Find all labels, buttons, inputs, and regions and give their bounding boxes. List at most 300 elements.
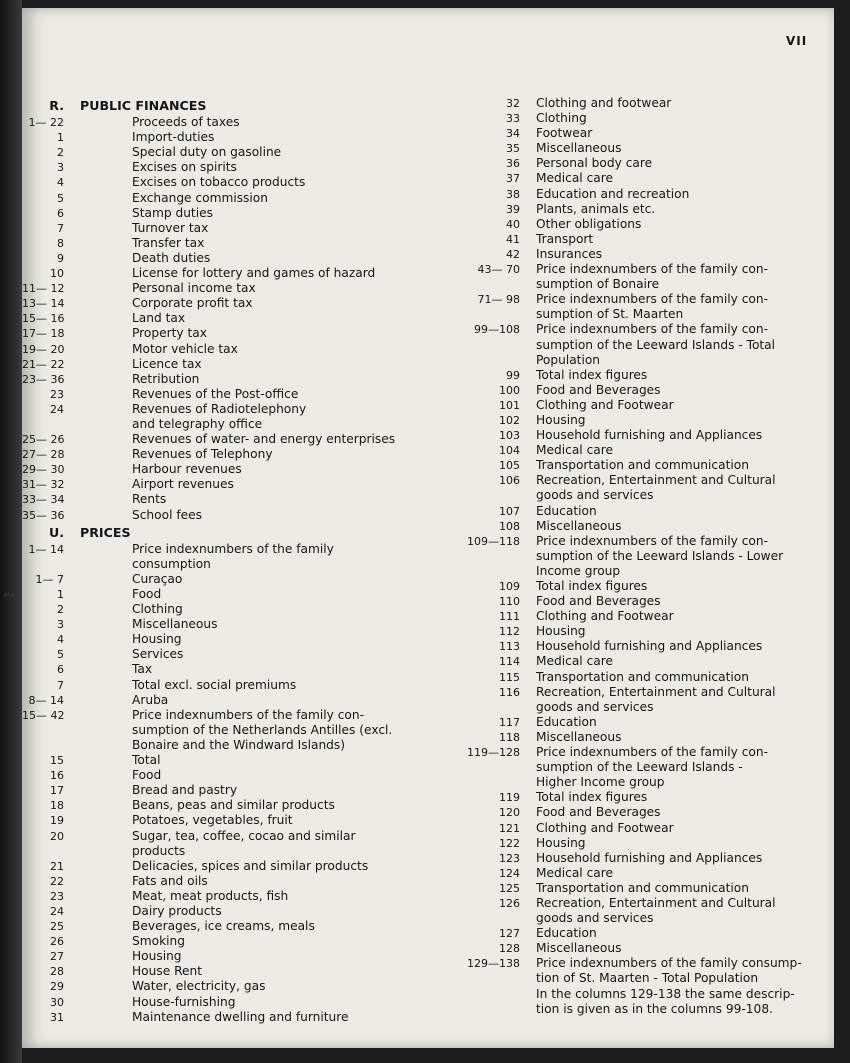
item-description: sumption of St. Maarten: [536, 307, 684, 322]
column-number: 115: [499, 670, 520, 684]
column-number: 110: [499, 595, 520, 609]
column-number: 4: [57, 633, 64, 647]
list-item: [22, 281, 432, 296]
column-number: 128: [499, 942, 520, 956]
list-item: [440, 262, 834, 277]
column-number: 15: [50, 754, 64, 768]
item-description: Price indexnumbers of the family: [132, 541, 334, 556]
item-description: Transport: [536, 231, 594, 246]
column-number: 23— 36: [22, 372, 65, 386]
column-number: 119—128: [467, 746, 520, 760]
column-number: 99: [506, 368, 520, 382]
item-description: Price indexnumbers of the family consump-: [536, 956, 802, 971]
list-item: [22, 678, 432, 693]
column-number: 112: [499, 625, 520, 639]
list-item: [22, 934, 432, 949]
list-item: [22, 326, 432, 341]
item-description: Higher Income group: [536, 775, 665, 790]
list-item: [440, 609, 834, 624]
column-number: 24: [50, 402, 64, 416]
column-number: 125: [499, 881, 520, 895]
list-item: [22, 572, 432, 587]
item-description: sumption of the Leeward Islands - Total: [536, 337, 776, 352]
list-item: [22, 949, 432, 964]
list-item: [22, 492, 432, 507]
item-description: Total: [132, 753, 161, 768]
list-item: [440, 141, 834, 156]
column-number: 8— 14: [28, 693, 64, 707]
list-item: [22, 587, 432, 602]
list-item: [440, 126, 834, 141]
column-number: 2: [57, 603, 64, 617]
item-description: Delicacies, spices and similar products: [132, 858, 369, 873]
column-number: 20: [50, 829, 64, 843]
item-description: Miscellaneous: [536, 518, 622, 533]
column-number: 23: [50, 889, 64, 903]
column-number: 124: [499, 866, 520, 880]
item-description: Rents: [132, 492, 167, 507]
item-description: Harbour revenues: [132, 462, 242, 477]
list-item: [22, 251, 432, 266]
list-item: [22, 708, 432, 723]
item-description: Revenues of Radiotelephony: [132, 401, 307, 416]
list-item: [22, 221, 432, 236]
item-description: Personal income tax: [132, 281, 256, 296]
column-number: 3: [57, 161, 64, 175]
item-description: License for lottery and games of hazard: [132, 266, 376, 281]
list-item: [440, 187, 834, 202]
list-item: [440, 745, 834, 760]
list-item: [22, 175, 432, 190]
list-item: [440, 383, 834, 398]
list-item: [440, 760, 834, 775]
column-number: 38: [506, 187, 520, 201]
list-item: [440, 232, 834, 247]
list-item: [440, 428, 834, 443]
column-number: 2: [57, 146, 64, 160]
list-item: [22, 798, 432, 813]
item-description: Stamp duties: [132, 205, 213, 220]
item-description: Turnover tax: [132, 220, 209, 235]
column-number: 19— 20: [22, 342, 65, 356]
list-item: [22, 617, 432, 632]
list-item: [22, 662, 432, 677]
item-description: Miscellaneous: [536, 941, 622, 956]
item-description: Dairy products: [132, 903, 222, 918]
column-number: 27— 28: [22, 448, 65, 462]
item-description: Corporate profit tax: [132, 296, 253, 311]
list-item: [22, 723, 432, 738]
column-number: 32: [506, 97, 520, 110]
item-description: Proceeds of taxes: [132, 115, 240, 130]
column-number: 22: [50, 874, 64, 888]
list-item: [22, 693, 432, 708]
column-number: 35: [506, 142, 520, 156]
item-description: Transfer tax: [132, 235, 205, 250]
item-description: Tax: [132, 662, 153, 677]
list-item: [22, 311, 432, 326]
list-item: [440, 277, 834, 292]
column-number: 15— 16: [22, 312, 65, 326]
item-description: Insurances: [536, 246, 603, 261]
section-title: PRICES: [80, 524, 131, 540]
item-description: Land tax: [132, 311, 186, 326]
column-number: 114: [499, 655, 520, 669]
column-number: 18: [50, 799, 64, 813]
column-number: 107: [499, 504, 520, 518]
list-item: [440, 156, 834, 171]
column-number: 1: [57, 131, 64, 145]
item-description: Price indexnumbers of the family con-: [536, 745, 769, 760]
item-description: Education: [536, 926, 597, 941]
list-item: [440, 821, 834, 836]
column-number: 7: [57, 221, 64, 235]
list-item: [22, 647, 432, 662]
list-item: [22, 115, 432, 130]
column-number: 40: [506, 217, 520, 231]
item-description: Miscellaneous: [132, 617, 218, 632]
list-item: [440, 685, 834, 700]
list-item: [440, 654, 834, 669]
list-item: [440, 398, 834, 413]
list-item: [440, 171, 834, 186]
list-item: [22, 432, 432, 447]
list-item: [22, 979, 432, 994]
list-item: [440, 987, 834, 1002]
list-item: [22, 738, 432, 753]
item-description: Fats and oils: [132, 873, 208, 888]
list-item: [440, 534, 834, 549]
item-description: Housing: [536, 412, 586, 427]
column-number: 111: [499, 610, 520, 624]
item-description: Sugar, tea, coffee, cocao and similar: [132, 828, 356, 843]
column-number: 6: [57, 663, 64, 677]
list-item: [22, 859, 432, 874]
item-description: Revenues of Telephony: [132, 447, 273, 462]
column-number: 27: [50, 950, 64, 964]
item-description: Population: [536, 352, 601, 367]
column-number: 100: [499, 383, 520, 397]
list-item: [22, 160, 432, 175]
item-description: Water, electricity, gas: [132, 979, 266, 994]
column-number: 109—118: [467, 534, 520, 548]
column-number: 8: [57, 236, 64, 250]
list-item: [440, 941, 834, 956]
column-number: 34: [506, 127, 520, 141]
item-description: House Rent: [132, 964, 202, 979]
list-item: [440, 1002, 834, 1017]
list-item: [440, 368, 834, 383]
margin-note: ata: [3, 591, 15, 599]
column-number: 120: [499, 806, 520, 820]
column-number: 26: [50, 935, 64, 949]
column-number: 99—108: [474, 323, 520, 337]
list-item: [440, 504, 834, 519]
list-item: [440, 488, 834, 503]
item-description: Import-duties: [132, 130, 215, 145]
column-number: 43— 70: [477, 263, 520, 277]
item-description: goods and services: [536, 488, 654, 503]
section-heading: [22, 525, 432, 540]
item-description: products: [132, 843, 186, 858]
list-item: [22, 844, 432, 859]
list-item: [440, 564, 834, 579]
item-description: Recreation, Entertainment and Cultural: [536, 895, 776, 910]
column-number: 25— 26: [22, 433, 65, 447]
column-number: 21: [50, 859, 64, 873]
item-description: Medical care: [536, 865, 613, 880]
list-item: [440, 458, 834, 473]
item-description: Maintenance dwelling and furniture: [132, 1009, 349, 1024]
list-item: [440, 851, 834, 866]
list-item: [440, 700, 834, 715]
item-description: Airport revenues: [132, 477, 234, 492]
item-description: Medical care: [536, 171, 613, 186]
column-number: 13— 14: [22, 297, 65, 311]
item-description: and telegraphy office: [132, 416, 263, 431]
item-description: Recreation, Entertainment and Cultural: [536, 473, 776, 488]
column-number: 5: [57, 191, 64, 205]
list-item: [22, 266, 432, 281]
column-number: 108: [499, 519, 520, 533]
item-description: Food: [132, 768, 162, 783]
column-number: 11— 12: [22, 282, 65, 296]
list-item: [22, 813, 432, 828]
item-description: Total excl. social premiums: [132, 677, 297, 692]
item-description: School fees: [132, 507, 202, 522]
item-description: Miscellaneous: [536, 729, 622, 744]
column-number: 71— 98: [477, 293, 520, 307]
column-number: 41: [506, 232, 520, 246]
page-number: VII: [786, 34, 808, 48]
section-heading: [22, 98, 432, 113]
column-number: 37: [506, 172, 520, 186]
list-item: [22, 829, 432, 844]
list-item: [22, 557, 432, 572]
list-item: [22, 447, 432, 462]
list-item: [22, 236, 432, 251]
column-number: 1— 14: [28, 542, 64, 556]
list-item: [440, 866, 834, 881]
list-item: [440, 519, 834, 534]
item-description: Other obligations: [536, 216, 642, 231]
book-binding: [0, 0, 22, 1063]
list-item: [440, 624, 834, 639]
column-number: 101: [499, 398, 520, 412]
list-item: [22, 191, 432, 206]
list-item: [440, 443, 834, 458]
list-item: [440, 805, 834, 820]
column-number: 17— 18: [22, 327, 65, 341]
item-description: consumption: [132, 556, 211, 571]
item-description: Transportation and communication: [536, 669, 749, 684]
item-description: Medical care: [536, 443, 613, 458]
column-number: 16: [50, 769, 64, 783]
column-number: 122: [499, 836, 520, 850]
item-description: Price indexnumbers of the family con-: [536, 262, 769, 277]
list-item: [440, 911, 834, 926]
column-number: 109: [499, 580, 520, 593]
item-description: Retribution: [132, 371, 200, 386]
item-description: Food and Beverages: [536, 382, 661, 397]
list-item: [22, 632, 432, 647]
list-item: [440, 715, 834, 730]
item-description: Price indexnumbers of the family con-: [132, 707, 365, 722]
item-description: Education and recreation: [536, 186, 690, 201]
item-description: Total index figures: [536, 367, 648, 382]
list-item: [440, 96, 834, 111]
item-description: Price indexnumbers of the family con-: [536, 533, 769, 548]
list-item: [22, 919, 432, 934]
column-number: 31— 32: [22, 478, 65, 492]
item-description: Property tax: [132, 326, 207, 341]
list-item: [440, 956, 834, 971]
list-item: [22, 874, 432, 889]
item-description: Price indexnumbers of the family con-: [536, 322, 769, 337]
list-item: [22, 904, 432, 919]
column-number: 19: [50, 814, 64, 828]
item-description: Food and Beverages: [536, 594, 661, 609]
column-number: 33: [506, 112, 520, 126]
item-description: Motor vehicle tax: [132, 341, 238, 356]
list-item: [22, 402, 432, 417]
item-description: Clothing and Footwear: [536, 397, 674, 412]
list-item: [22, 296, 432, 311]
item-description: Licence tax: [132, 356, 202, 371]
item-description: Total index figures: [536, 579, 648, 593]
list-item: [22, 508, 432, 523]
item-description: Potatoes, vegetables, fruit: [132, 813, 293, 828]
column-number: 25: [50, 920, 64, 934]
list-item: [440, 579, 834, 594]
item-description: House-furnishing: [132, 994, 236, 1009]
column-number: 3: [57, 618, 64, 632]
list-item: [440, 836, 834, 851]
item-description: In the columns 129-138 the same descrip-: [536, 986, 795, 1001]
item-description: Meat, meat products, fish: [132, 888, 289, 903]
list-item: [440, 202, 834, 217]
column-number: 28: [50, 965, 64, 979]
list-item: [440, 322, 834, 337]
list-item: [22, 130, 432, 145]
column-number: 103: [499, 429, 520, 443]
list-item: [22, 477, 432, 492]
item-description: Housing: [536, 624, 586, 639]
item-description: Clothing and footwear: [536, 96, 672, 110]
list-item: [440, 971, 834, 986]
list-item: [440, 247, 834, 262]
item-description: Smoking: [132, 934, 185, 949]
list-item: [440, 790, 834, 805]
column-number: 117: [499, 715, 520, 729]
list-item: [440, 594, 834, 609]
column-number: 7: [57, 678, 64, 692]
list-item: [440, 338, 834, 353]
list-item: [22, 1010, 432, 1025]
list-item: [440, 307, 834, 322]
column-number: 4: [57, 176, 64, 190]
column-number: 106: [499, 474, 520, 488]
list-item: [22, 145, 432, 160]
item-description: Education: [536, 503, 597, 518]
item-description: Clothing and Footwear: [536, 820, 674, 835]
item-description: sumption of the Leeward Islands -: [536, 760, 743, 775]
left-column: [22, 96, 432, 1025]
list-item: [440, 926, 834, 941]
list-item: [440, 896, 834, 911]
column-number: 10: [50, 267, 64, 281]
item-description: Revenues of the Post-office: [132, 386, 299, 401]
item-description: Special duty on gasoline: [132, 145, 282, 160]
item-description: Bonaire and the Windward Islands): [132, 737, 346, 752]
column-number: 29: [50, 980, 64, 994]
item-description: Transportation and communication: [536, 880, 749, 895]
list-item: [440, 473, 834, 488]
list-item: [440, 111, 834, 126]
list-item: [22, 783, 432, 798]
section-letter: R.: [49, 98, 64, 113]
column-number: 35— 36: [22, 508, 65, 522]
item-description: Clothing and Footwear: [536, 609, 674, 624]
column-number: 33— 34: [22, 493, 65, 507]
item-description: goods and services: [536, 911, 654, 926]
list-item: [440, 730, 834, 745]
list-item: [22, 417, 432, 432]
list-item: [22, 542, 432, 557]
column-number: 102: [499, 413, 520, 427]
item-description: Exchange commission: [132, 190, 268, 205]
section-title: PUBLIC FINANCES: [80, 98, 207, 113]
list-item: [440, 881, 834, 896]
column-number: 116: [499, 685, 520, 699]
column-number: 105: [499, 459, 520, 473]
item-description: Food and Beverages: [536, 805, 661, 820]
item-description: Total index figures: [536, 790, 648, 805]
item-description: Medical care: [536, 654, 613, 669]
item-description: Household furnishing and Appliances: [536, 850, 763, 865]
list-item: [440, 549, 834, 564]
item-description: Excises on tobacco products: [132, 175, 306, 190]
item-description: Clothing: [132, 602, 183, 617]
document-page: [22, 8, 834, 1048]
list-item: [440, 413, 834, 428]
item-description: Price indexnumbers of the family con-: [536, 292, 769, 307]
column-number: 17: [50, 784, 64, 798]
column-number: 39: [506, 202, 520, 216]
item-description: Beverages, ice creams, meals: [132, 919, 315, 934]
item-description: Beans, peas and similar products: [132, 798, 335, 813]
column-number: 123: [499, 851, 520, 865]
list-item: [22, 889, 432, 904]
column-number: 36: [506, 157, 520, 171]
item-description: tion of St. Maarten - Total Population: [536, 971, 759, 986]
list-item: [22, 995, 432, 1010]
item-description: Recreation, Entertainment and Cultural: [536, 684, 776, 699]
column-number: 24: [50, 904, 64, 918]
item-description: Bread and pastry: [132, 783, 238, 798]
section-letter: U.: [48, 524, 64, 540]
column-number: 113: [499, 640, 520, 654]
item-description: Housing: [536, 835, 586, 850]
item-description: Personal body care: [536, 156, 653, 171]
item-description: Curaçao: [132, 571, 183, 586]
column-number: 127: [499, 927, 520, 941]
list-item: [440, 775, 834, 790]
column-number: 23: [50, 387, 64, 401]
item-description: Household furnishing and Appliances: [536, 428, 763, 443]
list-item: [440, 639, 834, 654]
item-description: Aruba: [132, 692, 169, 707]
